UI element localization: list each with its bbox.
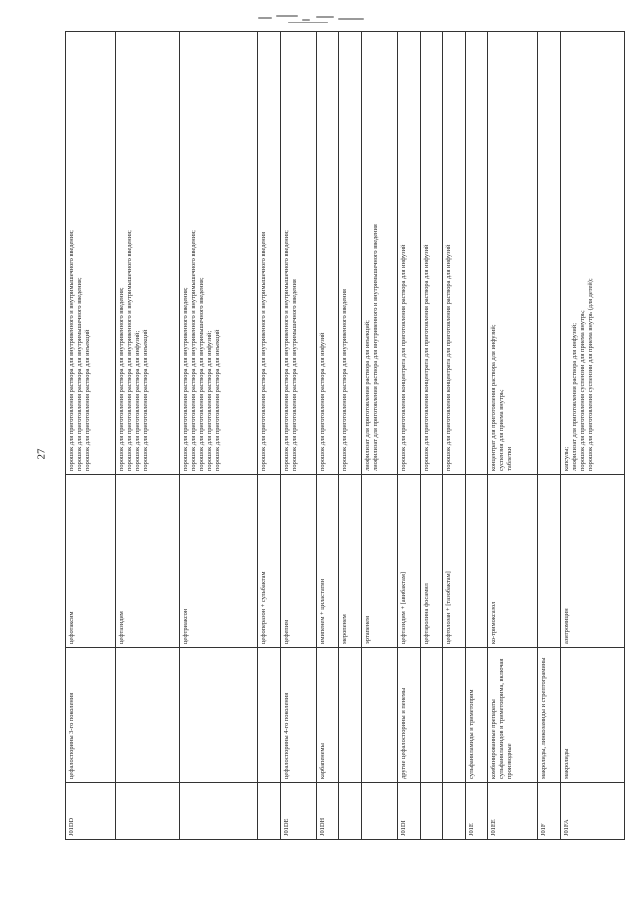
dosage-form-cell [465,32,487,475]
table-row [116,32,180,840]
pharm-group-cell: карбапенемы [316,648,338,783]
table-row [361,32,397,840]
dosage-form-line: концентрат для приготовления раствора для инфузий; [490,324,498,471]
dosage-form-line: лиофилизат для приготовления раствора для инъекций; [363,320,371,471]
table-row [339,32,361,840]
drug-name-cell: цефоперазон + сульбактам [258,475,280,648]
drug-name-cell: цефепим [280,475,316,648]
dosage-form-cell [488,32,538,475]
table-row [465,32,487,840]
page-number: 27 [35,448,48,460]
dosage-form-line: порошок для приготовления концентрата для приготовления раствора для инфузий [422,244,430,471]
dosage-form-cell [538,32,560,475]
dosage-form-line: порошок для приготовления концентрата для приготовления раствора для инфузий [445,244,453,471]
dosage-form-line: порошок для приготовления раствора для инъекций [214,329,222,471]
dosage-form-line: порошок для приготовления раствора для внутривенного и внутримышечного введения [260,231,268,471]
atc-code-cell [116,783,180,840]
dosage-form-line: порошок для приготовления раствора для внутривенного и внутримышечного введения; [126,230,134,471]
dosage-form-line: порошок для приготовления раствора для внутривенного и внутримышечного введения; [68,230,75,471]
pharm-group-cell: макролиды, линкозамиды и стрептограмины [538,648,560,783]
atc-code-cell: J01DE [280,783,316,840]
dosage-form-line: лиофилизат для приготовления раствора для инфузий; [570,323,578,471]
table-row [488,32,538,840]
dosage-form-line: порошок для приготовления раствора для внутривенного введения [341,289,349,471]
drug-name-cell: цефотаксим [66,475,116,648]
drug-name-cell: цефтолозан + [тазобактам] [443,475,465,648]
dosage-form-line: лиофилизат для приготовления раствора для внутривенного и внутримышечного введения [371,224,379,471]
drug-name-cell: цефтазидим [116,475,180,648]
atc-code-cell: J01EE [488,783,538,840]
pharm-group-cell: другие цефалоспорины и пенемы [398,648,420,783]
atc-code-cell: J01F [538,783,560,840]
dosage-form-line: капсулы; [562,446,570,471]
atc-code-cell [361,783,397,840]
atc-code-cell [180,783,258,840]
atc-code-cell: J01DI [398,783,420,840]
dosage-form-line: порошок для приготовления раствора для внутримышечного введения; [76,277,83,471]
dosage-form-cell [316,32,338,475]
dosage-form-cell [361,32,397,475]
atc-code-cell [443,783,465,840]
dosage-form-cell [443,32,465,475]
drug-name-cell [538,475,560,648]
atc-code-cell [339,783,361,840]
table-body [66,32,625,840]
table-row [280,32,316,840]
dosage-form-line: порошок для приготовления суспензии для приема внутрь (для детей); [586,278,594,471]
pharm-group-cell: цефалоспорины 4-го поколения [280,648,316,783]
dosage-form-line: порошок для приготовления раствора для внутривенного и внутримышечного введения; [190,230,198,471]
dosage-form-cell [280,32,316,475]
dosage-form-cell [66,32,116,475]
table-row [538,32,560,840]
dosage-form-line: таблетки [506,446,514,471]
pharm-group-cell [361,648,397,783]
dosage-form-line: порошок для приготовления раствора для инфузий; [206,330,214,471]
table-row [66,32,116,840]
pharm-group-cell [339,648,361,783]
pharm-group-cell: комбинированные препараты сульфаниламидов и триметоприма, включая производные [488,648,538,783]
drug-name-cell: меропенем [339,475,361,648]
pharm-group-cell [443,648,465,783]
table-row [316,32,338,840]
dosage-form-line: суспензия для приема внутрь; [498,389,506,471]
pharm-group-cell [420,648,442,783]
dosage-form-cell [560,32,624,475]
table-row [258,32,280,840]
atc-code-cell: J01FA [560,783,624,840]
drug-name-cell: цефтазидим + [авибактам] [398,475,420,648]
dosage-form-cell [258,32,280,475]
drug-name-cell: цефтриаксон [180,475,258,648]
drug-name-cell: ко-тримоксазол [488,475,538,648]
dosage-form-cell [420,32,442,475]
drug-name-cell [465,475,487,648]
table-row [560,32,624,840]
drug-name-cell: эртапенем [361,475,397,648]
dosage-form-cell [116,32,180,475]
dosage-form-cell [339,32,361,475]
dosage-form-line: порошок для приготовления раствора для инфузий [318,332,326,471]
dosage-form-line: порошок для приготовления раствора для внутривенного и внутримышечного введения; [282,230,290,471]
atc-code-cell [420,783,442,840]
atc-code-cell: J01DD [66,783,116,840]
table-row [443,32,465,840]
scan-artifact [258,14,370,26]
dosage-form-cell [180,32,258,475]
dosage-form-line: порошок для приготовления раствора для инъекций [142,329,150,471]
dosage-form-line: порошок для приготовления раствора для внутривенного введения; [118,287,126,471]
rotated-page-content [65,60,625,840]
atc-code-cell: J01E [465,783,487,840]
pharm-group-cell: сульфаниламиды и триметоприм [465,648,487,783]
dosage-form-line: порошок для приготовления суспензии для приема внутрь; [578,310,586,471]
dosage-form-line: порошок для приготовления раствора для инфузий; [134,330,142,471]
pharm-group-cell [258,648,280,783]
drug-table [65,31,625,840]
table-row [180,32,258,840]
dosage-form-line: порошок для приготовления раствора для внутримышечного введения [290,279,298,471]
pharm-group-cell [180,648,258,783]
table-row [398,32,420,840]
table-row [420,32,442,840]
drug-name-cell: имипенем + циластатин [316,475,338,648]
dosage-form-line: порошок для приготовления концентрата для приготовления раствора для инфузий [400,244,408,471]
pharm-group-cell: цефалоспорины 3-го поколения [66,648,116,783]
pharm-group-cell: макролиды [560,648,624,783]
drug-name-cell: цефтаролина фосамил [420,475,442,648]
pharm-group-cell [116,648,180,783]
dosage-form-line: порошок для приготовления раствора для внутримышечного введения; [198,277,206,471]
atc-code-cell: J01DH [316,783,338,840]
dosage-form-line: порошок для приготовления раствора для внутривенного введения; [182,287,190,471]
dosage-form-cell [398,32,420,475]
dosage-form-line: порошок для приготовления раствора для инъекций [84,329,91,471]
atc-code-cell [258,783,280,840]
drug-name-cell: азитромицин [560,475,624,648]
